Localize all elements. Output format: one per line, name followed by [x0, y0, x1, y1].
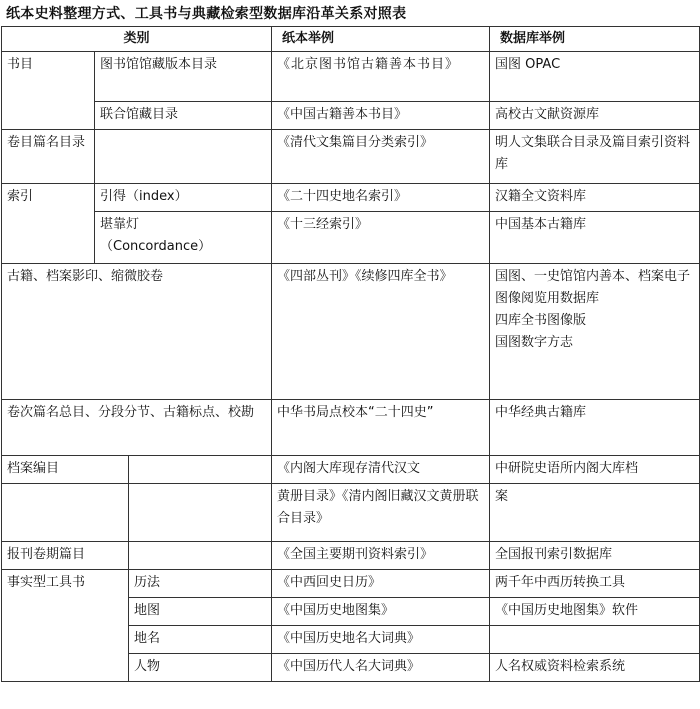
paper-example-cell: 《中国历史地图集》 [272, 598, 490, 626]
header-category: 类别 [2, 27, 272, 52]
database-example-cell: 中研院史语所内阁大库档 [490, 456, 700, 484]
paper-example-cell: 《十三经索引》 [272, 212, 490, 264]
subcategory-cell [95, 212, 272, 264]
table-row [2, 102, 700, 130]
paper-example-cell: 《四部丛刊》《续修四库全书》 [272, 264, 490, 400]
database-example-cell: 中国基本古籍库 [490, 212, 700, 264]
table-row [2, 130, 700, 184]
subcategory-cell: 人物 [129, 654, 272, 682]
header-database: 数据库举例 [490, 27, 700, 52]
paper-example-cell: 《二十四史地名索引》 [272, 184, 490, 212]
category-cell [2, 484, 129, 542]
subcategory-line: 堪靠灯 [100, 217, 140, 232]
paper-example-cell: 《全国主要期刊资料索引》 [272, 542, 490, 570]
paper-example-cell: 《北京图书馆古籍善本书目》 [272, 52, 490, 102]
subcategory-cell: 地名 [129, 626, 272, 654]
paper-example-cell: 《中国古籍善本书目》 [272, 102, 490, 130]
table-row [2, 484, 700, 542]
table-row [2, 400, 700, 456]
database-example-cell: 汉籍全文资料库 [490, 184, 700, 212]
paper-example-cell: 《中国历代人名大词典》 [272, 654, 490, 682]
paper-example-cell: 中华书局点校本“二十四史” [272, 400, 490, 456]
database-example-cell: 高校古文献资源库 [490, 102, 700, 130]
table-row [2, 456, 700, 484]
database-example-cell [490, 626, 700, 654]
category-cell: 索引 [2, 184, 95, 264]
database-example-cell: 《中国历史地图集》软件 [490, 598, 700, 626]
paper-example-cell: 《内阁大库现存清代汉文 [272, 456, 490, 484]
subcategory-line: （Concordance） [100, 239, 212, 254]
category-cell: 档案编目 [2, 456, 129, 484]
paper-example-cell: 《中国历史地名大词典》 [272, 626, 490, 654]
paper-example-cell: 《清代文集篇目分类索引》 [272, 130, 490, 184]
database-example-cell: 中华经典古籍库 [490, 400, 700, 456]
category-cell: 古籍、档案影印、缩微胶卷 [2, 264, 272, 400]
subcategory-cell: 引得（index） [95, 184, 272, 212]
category-cell: 事实型工具书 [2, 570, 129, 682]
database-example-cell [490, 264, 700, 400]
table-row [2, 542, 700, 570]
table-row [2, 212, 700, 264]
header-row [2, 27, 700, 52]
comparison-table [1, 26, 700, 682]
category-cell: 报刊卷期篇目 [2, 542, 129, 570]
database-example-cell: 两千年中西历转换工具 [490, 570, 700, 598]
category-cell: 卷次篇名总目、分段分节、古籍标点、校勘 [2, 400, 272, 456]
category-cell: 书目 [2, 52, 95, 130]
database-example-cell: 国图 OPAC [490, 52, 700, 102]
subcategory-cell [129, 456, 272, 484]
database-line: 国图、一史馆馆内善本、档案电子图像阅览用数据库 [495, 269, 691, 306]
category-cell: 卷目篇名目录 [2, 130, 95, 184]
table-title: 纸本史料整理方式、工具书与典藏检索型数据库沿革关系对照表 [6, 6, 407, 22]
table-row [2, 52, 700, 102]
database-example-cell: 人名权威资料检索系统 [490, 654, 700, 682]
paper-example-cell: 黄册目录》《清内阁旧藏汉文黄册联合目录》 [272, 484, 490, 542]
database-example-cell: 案 [490, 484, 700, 542]
table-row [2, 570, 700, 598]
subcategory-cell [95, 130, 272, 184]
table-row [2, 184, 700, 212]
paper-example-cell: 《中西回史日历》 [272, 570, 490, 598]
table-row [2, 264, 700, 400]
subcategory-cell: 联合馆藏目录 [95, 102, 272, 130]
subcategory-cell: 历法 [129, 570, 272, 598]
database-line: 国图数字方志 [495, 335, 574, 350]
subcategory-cell: 图书馆馆藏版本目录 [95, 52, 272, 102]
subcategory-cell: 地图 [129, 598, 272, 626]
header-paper: 纸本举例 [272, 27, 490, 52]
database-example-cell: 明人文集联合目录及篇目索引资料库 [490, 130, 700, 184]
database-line: 四库全书图像版 [495, 313, 587, 328]
subcategory-cell [129, 542, 272, 570]
database-example-cell: 全国报刊索引数据库 [490, 542, 700, 570]
subcategory-cell [129, 484, 272, 542]
